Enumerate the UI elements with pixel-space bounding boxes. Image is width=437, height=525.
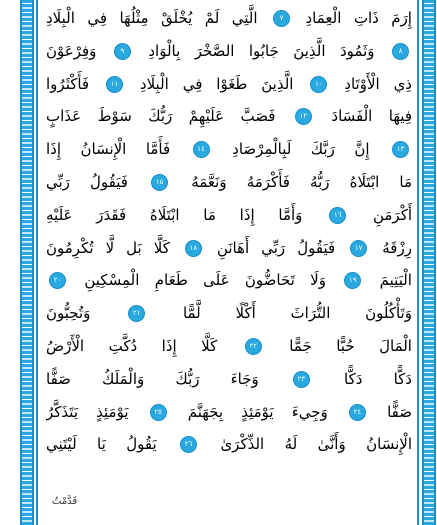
ayah-number-marker: ٨ <box>392 43 409 60</box>
verse-text: مَا ابْتَلَاهُ رَبُّهُ فَأَكْرَمَهُ وَنَعَّمَهُ <box>191 172 412 191</box>
text-line <box>46 2 412 35</box>
verse-text: الْيَتِيمَ <box>379 271 412 290</box>
text-line <box>46 35 412 68</box>
text-line <box>46 330 412 363</box>
verse-text: فَأَمَّا الْإِنسَانُ إِذَا <box>46 140 171 159</box>
ayah-number-marker: ٢٢ <box>245 338 262 355</box>
verse-text: وَأَمَّا إِذَا مَا ابْتَلَاهُ فَقَدَرَ عَلَيْهِ <box>46 205 303 224</box>
ayah-number-marker: ٩ <box>114 43 131 60</box>
text-line <box>46 264 412 297</box>
verse-text: رِزْقَهُ <box>382 238 412 257</box>
verse-text: الْمَالَ حُبًّا جَمًّا <box>289 336 412 355</box>
verse-text: وَثَمُودَ الَّذِينَ جَابُوا الصَّخْرَ بِالْوَادِ <box>148 41 375 60</box>
verse-text: الَّذِينَ طَغَوْا فِي الْبِلَادِ <box>139 74 294 93</box>
verse-text: فَيَقُولُ رَبِّي أَهَانَنِ <box>216 238 336 257</box>
ayah-number-marker: ٢١ <box>128 305 145 322</box>
verse-text: يَقُولُ يَا لَيْتَنِي <box>46 435 157 454</box>
text-line <box>46 199 412 232</box>
verse-text: وَتُحِبُّونَ <box>46 304 91 323</box>
text-line <box>46 428 412 461</box>
text-line <box>46 100 412 133</box>
verse-text: ذِي الْأَوْتَادِ <box>344 74 412 93</box>
ayah-number-marker: ٢٦ <box>180 436 197 453</box>
ayah-number-marker: ١٧ <box>350 240 367 257</box>
ayah-number-marker: ٢٤ <box>349 404 366 421</box>
ayah-number-marker: ١٠ <box>310 76 327 93</box>
ayah-number-marker: ١٨ <box>185 240 202 257</box>
verse-text: وَلَا تَحَاضُّونَ عَلَى طَعَامِ الْمِسْكِينِ <box>84 271 326 290</box>
text-line <box>46 396 412 429</box>
quran-text-area <box>46 2 412 494</box>
verse-text: كَلَّا إِذَا دُكَّتِ الْأَرْضُ <box>46 336 218 355</box>
text-line <box>46 68 412 101</box>
text-line <box>46 232 412 265</box>
verse-text: وَتَأْكُلُونَ التُّرَاثَ أَكْلًا لَّمًّا <box>182 304 412 323</box>
text-line <box>46 363 412 396</box>
right-decorative-border <box>422 0 436 525</box>
ayah-number-marker: ١٦ <box>329 207 346 224</box>
text-line <box>46 133 412 166</box>
ayah-number-marker: ٢٥ <box>150 404 167 421</box>
ayah-number-marker: ١٥ <box>151 174 168 191</box>
verse-text: وَجِيءَ يَوْمَئِذٍ بِجَهَنَّمَ <box>187 402 328 421</box>
verse-text: الْإِنسَانُ وَأَنَّىٰ لَهُ الذِّكْرَىٰ <box>220 435 412 454</box>
verse-text: فَيَقُولُ رَبِّي <box>46 172 128 191</box>
left-decorative-border <box>20 0 34 525</box>
left-inner-rule <box>36 0 38 525</box>
ayah-number-marker: ١١ <box>106 76 123 93</box>
verse-text: وَجَاءَ رَبُّكَ وَالْمَلَكُ صَفًّا <box>46 369 259 388</box>
ayah-number-marker: ٢٣ <box>293 371 310 388</box>
verse-text: إِرَمَ ذَاتِ الْعِمَادِ <box>305 9 412 27</box>
ayah-number-marker: ٧ <box>273 10 290 27</box>
text-line <box>46 166 412 199</box>
verse-text: يَوْمَئِذٍ يَتَذَكَّرُ <box>46 402 129 421</box>
ayah-number-marker: ٢٠ <box>49 272 66 289</box>
ayah-number-marker: ١٩ <box>344 272 361 289</box>
verse-text: كَلَّا بَل لَّا تُكْرِمُونَ <box>46 238 170 257</box>
verse-text: وَفِرْعَوْنَ <box>46 41 97 60</box>
verse-text: أَكْرَمَنِ <box>372 205 412 224</box>
text-line <box>46 297 412 330</box>
verse-text: فِيهَا الْفَسَادَ <box>331 107 412 126</box>
ayah-number-marker: ١٤ <box>193 141 210 158</box>
ayah-number-marker: ١٢ <box>295 108 312 125</box>
verse-text: الَّتِي لَمْ يُخْلَقْ مِثْلُهَا فِي الْبِلَادِ <box>46 9 258 27</box>
verse-text: فَصَبَّ عَلَيْهِمْ رَبُّكَ سَوْطَ عَذَابٍ <box>46 107 276 126</box>
verse-text: دَكًّا دَكًّا <box>344 369 412 388</box>
catchword: قَدَّمْتُ <box>52 496 78 507</box>
verse-text: فَأَكْثَرُوا <box>46 74 90 93</box>
right-inner-rule <box>417 0 419 525</box>
verse-text: صَفًّا <box>387 402 412 421</box>
verse-text: إِنَّ رَبَّكَ لَبِالْمِرْصَادِ <box>232 140 370 159</box>
ayah-number-marker: ١٣ <box>392 141 409 158</box>
